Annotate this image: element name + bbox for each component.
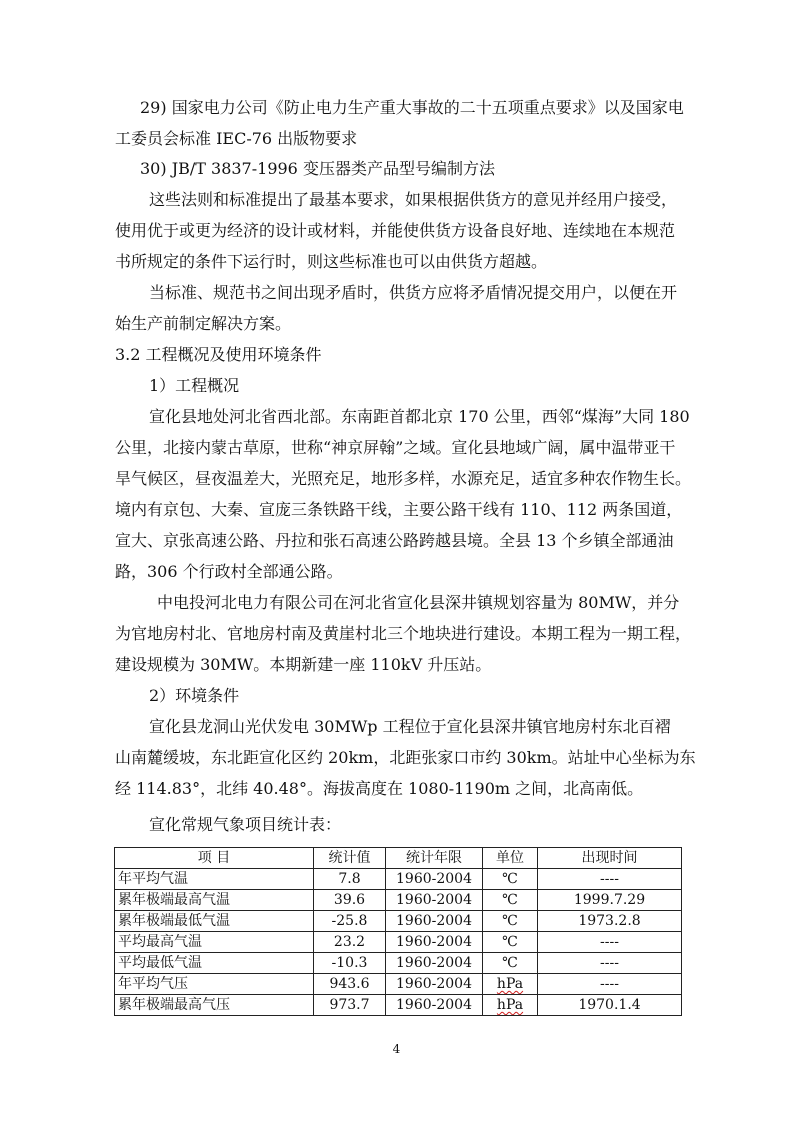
table-cell: ℃ [483, 953, 538, 974]
table-cell: ℃ [483, 890, 538, 911]
table-cell: ℃ [483, 869, 538, 890]
paragraph-conflict-line2: 始生产前制定解决方案。 [115, 314, 292, 333]
table-cell: ℃ [483, 932, 538, 953]
table-header-cell: 项 目 [115, 848, 314, 869]
list-item-29-line2: 工委员会标准 IEC-76 出版物要求 [115, 129, 358, 148]
table-row [115, 932, 682, 953]
table-cell: hPa [483, 974, 538, 995]
paragraph-environment-line3: 经 114.83°，北纬 40.48°。海拔高度在 1080-1190m 之间，北高南低。 [115, 779, 644, 798]
weather-stats-table [114, 847, 682, 1016]
table-cell: ---- [538, 974, 682, 995]
section-heading-3-2: 3.2 工程概况及使用环境条件 [115, 345, 322, 364]
table-cell-item: 累年极端最高气温 [115, 890, 314, 911]
table-cell: ---- [538, 953, 682, 974]
table-cell: 1960-2004 [386, 974, 483, 995]
paragraph-company-line2: 为官地房村北、官地房村南及黄崖村北三个地块进行建设。本期工程为一期工程， [115, 624, 692, 643]
table-cell: 973.7 [314, 995, 386, 1016]
table-cell-item: 累年极端最低气温 [115, 911, 314, 932]
table-cell-item: 年平均气温 [115, 869, 314, 890]
table-header-row [115, 848, 682, 869]
table-cell: 1999.7.29 [538, 890, 682, 911]
table-cell: ℃ [483, 911, 538, 932]
paragraph-environment-line2: 山南麓缓坡，东北距宣化区约 20km，北距张家口市约 30km。站址中心坐标为东 [115, 748, 696, 767]
paragraph-conflict-line1: 当标准、规范书之间出现矛盾时，供货方应将矛盾情况提交用户，以便在开 [149, 283, 678, 302]
table-cell: hPa [483, 995, 538, 1016]
table-row [115, 995, 682, 1016]
table-cell: ---- [538, 932, 682, 953]
table-cell: 1960-2004 [386, 995, 483, 1016]
paragraph-overview-line3: 旱气候区，昼夜温差大，光照充足，地形多样，水源充足，适宜多种农作物生长。 [115, 469, 692, 488]
paragraph-overview-line1: 宣化县地处河北省西北部。东南距首都北京 170 公里，西邻“煤海”大同 180 [149, 407, 690, 426]
table-cell-item: 累年极端最高气压 [115, 995, 314, 1016]
paragraph-standards-line2: 使用优于或更为经济的设计或材料，并能使供货方设备良好地、连续地在本规范 [115, 221, 676, 240]
paragraph-company-line1: 中电投河北电力有限公司在河北省宣化县深井镇规划容量为 80MW，并分 [157, 593, 680, 612]
table-cell: 1960-2004 [386, 932, 483, 953]
table-cell-item: 平均最高气温 [115, 932, 314, 953]
table-row [115, 869, 682, 890]
list-item-30: 30) JB/T 3837-1996 变压器类产品型号编制方法 [140, 159, 495, 178]
subheading-project-overview: 1）工程概况 [149, 376, 240, 395]
paragraph-overview-line5: 宣大、京张高速公路、丹拉和张石高速公路跨越县境。全县 13 个乡镇全部通油 [115, 531, 674, 550]
table-caption: 宣化常规气象项目统计表： [149, 815, 342, 834]
table-row [115, 953, 682, 974]
paragraph-company-line3: 建设规模为 30MW。本期新建一座 110kV 升压站。 [115, 655, 492, 674]
paragraph-overview-line4: 境内有京包、大秦、宣庞三条铁路干线，主要公路干线有 110、112 两条国道， [115, 500, 683, 519]
table-cell: 943.6 [314, 974, 386, 995]
table-row [115, 911, 682, 932]
table-cell: 39.6 [314, 890, 386, 911]
table-cell-item: 年平均气压 [115, 974, 314, 995]
table-row [115, 974, 682, 995]
table-header-cell: 单位 [483, 848, 538, 869]
table-header-cell: 统计年限 [386, 848, 483, 869]
list-item-29-line1: 29) 国家电力公司《防止电力生产重大事故的二十五项重点要求》以及国家电 [140, 98, 684, 117]
table-cell: 1960-2004 [386, 953, 483, 974]
table-cell: 1960-2004 [386, 911, 483, 932]
table-cell: 1960-2004 [386, 869, 483, 890]
table-header-cell: 统计值 [314, 848, 386, 869]
table-row [115, 890, 682, 911]
table-cell-item: 平均最低气温 [115, 953, 314, 974]
table-cell: 23.2 [314, 932, 386, 953]
table-cell: -25.8 [314, 911, 386, 932]
table-cell: 1960-2004 [386, 890, 483, 911]
paragraph-environment-line1: 宣化县龙洞山光伏发电 30MWp 工程位于宣化县深井镇官地房村东北百褶 [149, 717, 671, 736]
paragraph-overview-line2: 公里，北接内蒙古草原，世称“神京屏翰”之域。宣化县地域广阔，属中温带亚干 [115, 438, 676, 457]
page-number: 4 [392, 1042, 401, 1056]
paragraph-overview-line6: 路，306 个行政村全部通公路。 [115, 562, 343, 581]
paragraph-standards-line3: 书所规定的条件下运行时，则这些标准也可以由供货方超越。 [115, 252, 548, 271]
table-header-cell: 出现时间 [538, 848, 682, 869]
paragraph-standards-line1: 这些法则和标准提出了最基本要求，如果根据供货方的意见并经用户接受， [149, 190, 678, 209]
table-cell: 1970.1.4 [538, 995, 682, 1016]
table-cell: 1973.2.8 [538, 911, 682, 932]
table-cell: -10.3 [314, 953, 386, 974]
subheading-environment: 2）环境条件 [149, 686, 240, 705]
table-cell: ---- [538, 869, 682, 890]
table-cell: 7.8 [314, 869, 386, 890]
